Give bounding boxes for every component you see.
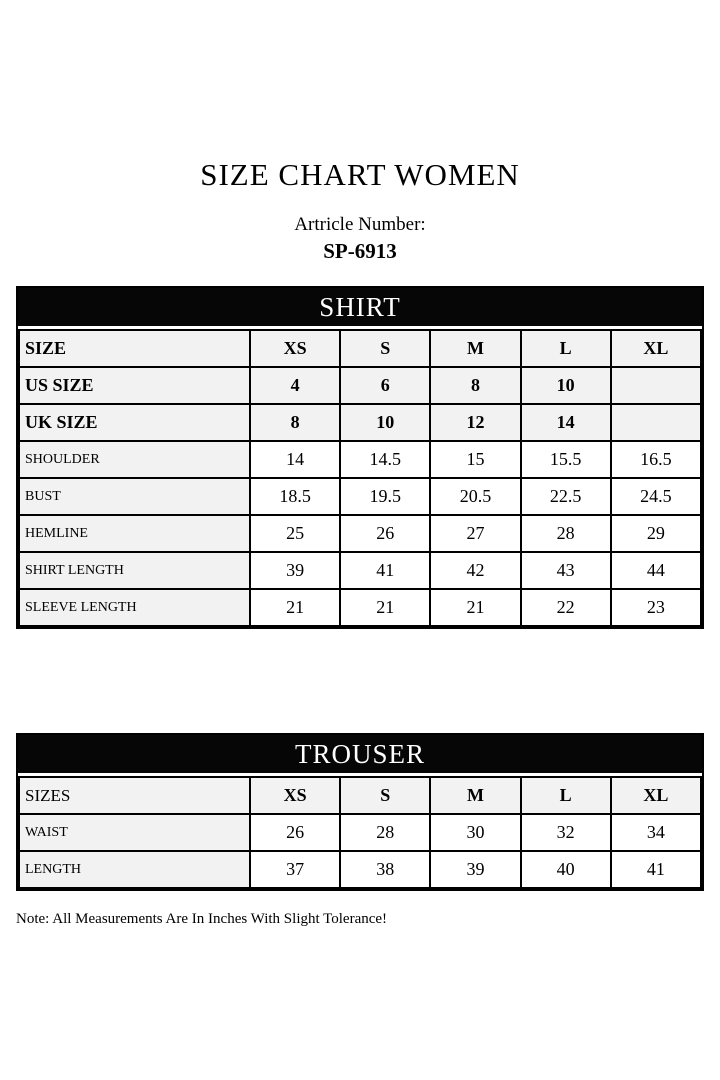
size-value-cell: M <box>430 330 520 367</box>
measure-value-cell: 19.5 <box>340 478 430 515</box>
measure-value-cell: 38 <box>340 851 430 888</box>
table-row <box>19 367 701 404</box>
article-number-label: Artricle Number: <box>294 214 426 235</box>
measure-value-cell: 34 <box>611 814 701 851</box>
size-value-cell: XL <box>611 330 701 367</box>
trouser-table-grid <box>18 776 702 889</box>
size-value-cell: XL <box>611 777 701 814</box>
measure-label-cell: SHOULDER <box>19 441 250 478</box>
table-row <box>19 589 701 626</box>
size-label-cell: US SIZE <box>19 367 250 404</box>
trouser-size-table <box>16 733 704 891</box>
size-label-cell: UK SIZE <box>19 404 250 441</box>
measure-value-cell: 27 <box>430 515 520 552</box>
measure-value-cell: 28 <box>521 515 611 552</box>
size-value-cell: L <box>521 777 611 814</box>
measure-value-cell: 30 <box>430 814 520 851</box>
measure-label-cell: HEMLINE <box>19 515 250 552</box>
measure-value-cell: 41 <box>611 851 701 888</box>
size-value-cell: 8 <box>430 367 520 404</box>
measure-label-cell: BUST <box>19 478 250 515</box>
table-row <box>19 777 701 814</box>
table-row <box>19 515 701 552</box>
measure-value-cell: 15.5 <box>521 441 611 478</box>
measure-value-cell: 40 <box>521 851 611 888</box>
size-label-cell: SIZE <box>19 330 250 367</box>
measure-value-cell: 22 <box>521 589 611 626</box>
measure-value-cell: 23 <box>611 589 701 626</box>
measure-value-cell: 43 <box>521 552 611 589</box>
measure-value-cell: 20.5 <box>430 478 520 515</box>
size-value-cell: M <box>430 777 520 814</box>
measure-value-cell: 16.5 <box>611 441 701 478</box>
measurement-note: Note: All Measurements Are In Inches With Slight Tolerance! <box>16 911 388 927</box>
measure-value-cell: 39 <box>430 851 520 888</box>
size-value-cell: 4 <box>250 367 340 404</box>
shirt-table-grid <box>18 329 702 627</box>
measure-value-cell: 32 <box>521 814 611 851</box>
measure-value-cell: 21 <box>340 589 430 626</box>
size-value-cell: 6 <box>340 367 430 404</box>
size-value-cell: XS <box>250 777 340 814</box>
measure-value-cell: 14 <box>250 441 340 478</box>
measure-value-cell: 44 <box>611 552 701 589</box>
measure-value-cell: 39 <box>250 552 340 589</box>
size-value-cell: S <box>340 330 430 367</box>
measure-value-cell: 37 <box>250 851 340 888</box>
measure-value-cell: 42 <box>430 552 520 589</box>
size-value-cell: XS <box>250 330 340 367</box>
table-row <box>19 441 701 478</box>
size-value-cell: L <box>521 330 611 367</box>
measure-value-cell: 41 <box>340 552 430 589</box>
size-value-cell: 10 <box>340 404 430 441</box>
size-value-cell: 10 <box>521 367 611 404</box>
table-row <box>19 404 701 441</box>
size-value-cell <box>611 404 701 441</box>
measure-value-cell: 22.5 <box>521 478 611 515</box>
measure-value-cell: 26 <box>340 515 430 552</box>
size-label-cell: SIZES <box>19 777 250 814</box>
measure-value-cell: 25 <box>250 515 340 552</box>
table-row <box>19 330 701 367</box>
measure-value-cell: 24.5 <box>611 478 701 515</box>
shirt-table-header: SHIRT <box>18 288 702 326</box>
measure-value-cell: 14.5 <box>340 441 430 478</box>
size-value-cell: 8 <box>250 404 340 441</box>
measure-label-cell: SLEEVE LENGTH <box>19 589 250 626</box>
table-row <box>19 478 701 515</box>
measure-label-cell: LENGTH <box>19 851 250 888</box>
article-number-value: SP-6913 <box>323 239 397 263</box>
page-title: SIZE CHART WOMEN <box>200 157 520 192</box>
trouser-table-header: TROUSER <box>18 735 702 773</box>
measure-value-cell: 18.5 <box>250 478 340 515</box>
measure-value-cell: 28 <box>340 814 430 851</box>
shirt-size-table <box>16 286 704 629</box>
table-row <box>19 814 701 851</box>
measure-value-cell: 29 <box>611 515 701 552</box>
size-value-cell <box>611 367 701 404</box>
measure-label-cell: WAIST <box>19 814 250 851</box>
size-value-cell: 14 <box>521 404 611 441</box>
table-row <box>19 851 701 888</box>
table-row <box>19 552 701 589</box>
measure-value-cell: 15 <box>430 441 520 478</box>
measure-value-cell: 21 <box>250 589 340 626</box>
measure-value-cell: 26 <box>250 814 340 851</box>
measure-value-cell: 21 <box>430 589 520 626</box>
size-value-cell: S <box>340 777 430 814</box>
size-value-cell: 12 <box>430 404 520 441</box>
measure-label-cell: SHIRT LENGTH <box>19 552 250 589</box>
